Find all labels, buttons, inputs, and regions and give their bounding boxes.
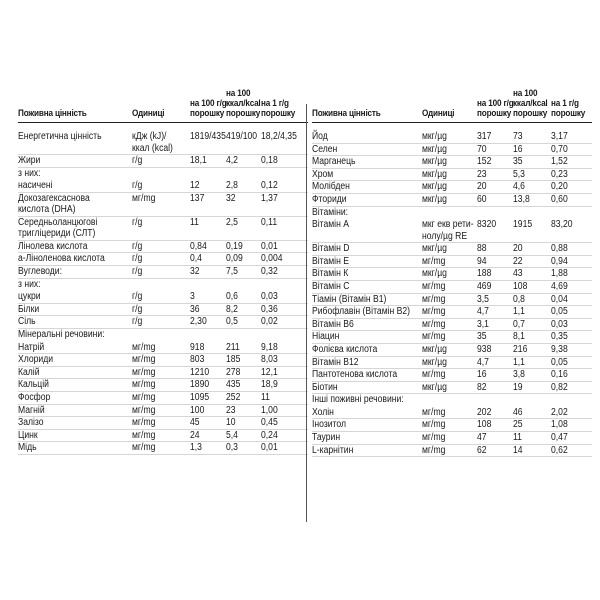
value-per-100kcal: 8,2 bbox=[226, 303, 238, 315]
nutrient-unit: мг/mg bbox=[422, 419, 446, 431]
nutrient-name: Хлориди bbox=[18, 354, 54, 366]
nutrient-name: цукри bbox=[18, 291, 41, 303]
value-per-1g: 4,69 bbox=[551, 280, 568, 292]
nutrient-name: Біотин bbox=[312, 381, 338, 393]
value-per-100kcal: 11 bbox=[513, 432, 522, 444]
value-per-1g: 0,47 bbox=[551, 432, 568, 444]
nutrient-name: Тіамін (Вітамін В1) bbox=[312, 293, 387, 305]
value-per-100g: 2,30 bbox=[190, 316, 207, 328]
value-per-100g: 35 bbox=[477, 331, 487, 343]
value-per-100kcal: 25 bbox=[513, 419, 523, 431]
nutrient-unit: мкг/µg bbox=[422, 143, 447, 155]
value-per-1g: 0,03 bbox=[261, 291, 278, 303]
value-per-100kcal: 13,8 bbox=[513, 193, 530, 205]
nutrient-row bbox=[312, 432, 592, 445]
section-heading-row bbox=[312, 207, 592, 220]
value-per-100g: 16 bbox=[477, 369, 487, 381]
value-per-1g: 18,9 bbox=[261, 379, 278, 391]
value-per-100kcal: 1,1 bbox=[513, 306, 525, 318]
value-per-100g: 202 bbox=[477, 406, 492, 418]
nutrient-unit: мг/mg bbox=[422, 306, 446, 318]
nutrient-row bbox=[312, 219, 592, 243]
nutrient-row bbox=[18, 304, 308, 317]
nutrient-row bbox=[18, 367, 308, 380]
value-per-100kcal: 0,19 bbox=[226, 240, 243, 252]
header-per-100g: на 100 г/g порошку bbox=[477, 98, 514, 119]
nutrient-name: Магній bbox=[18, 404, 45, 416]
value-per-100kcal: 16 bbox=[513, 143, 523, 155]
nutrient-row bbox=[18, 417, 308, 430]
value-per-100kcal: 0,6 bbox=[226, 291, 238, 303]
nutrient-unit: мг/mg bbox=[422, 318, 446, 330]
value-per-1g: 0,82 bbox=[551, 381, 568, 393]
nutrient-name: Інозитол bbox=[312, 419, 347, 431]
nutrient-unit: мкг/µg bbox=[422, 156, 447, 168]
nutrient-name: Вітаміни: bbox=[312, 206, 349, 218]
value-per-1g: 9,38 bbox=[551, 343, 568, 355]
value-per-1g: 9,18 bbox=[261, 341, 278, 353]
value-per-100g: 32 bbox=[190, 265, 200, 277]
nutrient-row bbox=[18, 342, 308, 355]
value-per-1g: 0,01 bbox=[261, 442, 278, 454]
value-per-100kcal: 185 bbox=[226, 354, 241, 366]
nutrient-unit: мг/mg bbox=[422, 406, 446, 418]
section-heading-row bbox=[18, 279, 308, 292]
value-per-100g: 137 bbox=[190, 192, 205, 204]
value-per-1g: 0,60 bbox=[551, 193, 568, 205]
nutrient-unit: мг/mg bbox=[132, 379, 156, 391]
value-per-1g: 3,17 bbox=[551, 131, 568, 142]
nutrient-row bbox=[18, 291, 308, 304]
nutrient-name: Натрій bbox=[18, 341, 45, 353]
value-per-100g: 20 bbox=[477, 181, 487, 193]
header-nutrient: Поживна цінність bbox=[18, 108, 87, 119]
nutrient-row bbox=[18, 430, 308, 443]
value-per-100g: 88 bbox=[477, 243, 487, 255]
nutrient-name: з них: bbox=[18, 278, 41, 290]
value-per-1g: 18,2/4,35 bbox=[261, 131, 297, 142]
nutrient-name: Залізо bbox=[18, 417, 44, 429]
value-per-100kcal: 1,1 bbox=[513, 356, 525, 368]
value-per-100kcal: 4,2 bbox=[226, 155, 238, 166]
value-per-100g: 469 bbox=[477, 280, 492, 292]
value-per-1g: 2,02 bbox=[551, 406, 568, 418]
value-per-100g: 108 bbox=[477, 419, 492, 431]
value-per-100g: 938 bbox=[477, 343, 492, 355]
value-per-100kcal: 278 bbox=[226, 366, 241, 378]
nutrient-unit: г/g bbox=[132, 155, 143, 166]
nutrient-row bbox=[18, 316, 308, 329]
value-per-100g: 188 bbox=[477, 268, 492, 280]
value-per-100kcal: 216 bbox=[513, 343, 528, 355]
nutrient-unit: г/g bbox=[132, 180, 143, 192]
value-per-100g: 0,4 bbox=[190, 253, 202, 265]
value-per-100g: 3,1 bbox=[477, 318, 489, 330]
nutrient-name: Таурин bbox=[312, 432, 341, 444]
value-per-100kcal: 0,7 bbox=[513, 318, 525, 330]
value-per-100g: 45 bbox=[190, 417, 200, 429]
nutrient-unit: мг/mg bbox=[132, 366, 156, 378]
value-per-100kcal: 20 bbox=[513, 243, 523, 255]
value-per-1g: 0,05 bbox=[551, 306, 568, 318]
column-divider bbox=[306, 104, 307, 522]
value-per-100kcal: 32 bbox=[226, 192, 236, 204]
value-per-1g: 0,36 bbox=[261, 303, 278, 315]
value-per-100kcal: 2,8 bbox=[226, 180, 238, 192]
nutrient-row bbox=[312, 306, 592, 319]
value-per-1g: 12,1 bbox=[261, 366, 278, 378]
nutrient-unit: г/g bbox=[132, 265, 143, 277]
value-per-100kcal: 108 bbox=[513, 280, 528, 292]
value-per-1g: 0,02 bbox=[261, 316, 278, 328]
value-per-100g: 4,7 bbox=[477, 356, 489, 368]
nutrient-name: Фториди bbox=[312, 193, 347, 205]
nutrient-name: Сіль bbox=[18, 316, 36, 328]
value-per-100kcal: 8,1 bbox=[513, 331, 525, 343]
nutrient-name: Інші поживні речовини: bbox=[312, 394, 404, 406]
nutrient-row bbox=[18, 392, 308, 405]
value-per-1g: 0,45 bbox=[261, 417, 278, 429]
nutrient-unit: мкг/µg bbox=[422, 356, 447, 368]
value-per-100kcal: 3,8 bbox=[513, 369, 525, 381]
nutrient-unit: мкг/µg bbox=[422, 131, 447, 142]
nutrient-unit: г/g bbox=[132, 240, 143, 252]
nutrient-row bbox=[312, 319, 592, 332]
nutrient-row bbox=[312, 156, 592, 169]
header-per-100kcal: на 100 ккал/kcal порошку bbox=[226, 88, 261, 119]
nutrient-unit: мг/mg bbox=[132, 354, 156, 366]
nutrient-unit: мг/mg bbox=[132, 417, 156, 429]
nutrient-row bbox=[312, 344, 592, 357]
value-per-1g: 0,12 bbox=[261, 180, 278, 192]
nutrient-row bbox=[312, 268, 592, 281]
nutrient-unit: мкг екв рети- нолу/µg RE bbox=[422, 219, 474, 242]
value-per-1g: 0,05 bbox=[551, 356, 568, 368]
value-per-100kcal: 19 bbox=[513, 381, 523, 393]
nutrient-unit: мкг/µg bbox=[422, 381, 447, 393]
nutrient-row bbox=[18, 155, 308, 168]
value-per-100g: 803 bbox=[190, 354, 205, 366]
value-per-100g: 94 bbox=[477, 255, 487, 267]
header-per-100kcal: на 100 ккал/kcal порошку bbox=[513, 88, 548, 119]
value-per-100kcal: 5,4 bbox=[226, 429, 238, 441]
right-table-header bbox=[312, 82, 592, 123]
nutrient-row bbox=[312, 382, 592, 395]
value-per-100kcal: 0,5 bbox=[226, 316, 238, 328]
nutrient-unit: мкг/µg bbox=[422, 268, 447, 280]
nutrient-name: Середньоланцюгові тригліцериди (СЛТ) bbox=[18, 216, 98, 240]
value-per-100kcal: 252 bbox=[226, 391, 241, 403]
nutrient-row bbox=[312, 181, 592, 194]
value-per-100g: 70 bbox=[477, 143, 487, 155]
nutrient-row bbox=[18, 193, 308, 217]
nutrient-row bbox=[312, 169, 592, 182]
header-unit: Одиниці bbox=[132, 108, 165, 119]
value-per-100kcal: 2,5 bbox=[226, 216, 238, 228]
value-per-100kcal: 0,8 bbox=[513, 293, 525, 305]
value-per-1g: 0,88 bbox=[551, 243, 568, 255]
value-per-1g: 0,16 bbox=[551, 369, 568, 381]
nutrient-row bbox=[312, 256, 592, 269]
value-per-1g: 0,03 bbox=[551, 318, 568, 330]
nutrient-row bbox=[312, 281, 592, 294]
value-per-100g: 47 bbox=[477, 432, 487, 444]
value-per-100kcal: 23 bbox=[226, 404, 236, 416]
value-per-1g: 0,18 bbox=[261, 155, 278, 166]
nutrient-unit: мг/mg bbox=[422, 255, 446, 267]
value-per-1g: 11 bbox=[261, 391, 270, 403]
value-per-100g: 36 bbox=[190, 303, 200, 315]
header-per-1g: на 1 г/g порошку bbox=[261, 98, 296, 119]
value-per-1g: 1,00 bbox=[261, 404, 278, 416]
value-per-1g: 0,04 bbox=[551, 293, 568, 305]
value-per-100g: 918 bbox=[190, 341, 205, 353]
value-per-1g: 1,37 bbox=[261, 192, 278, 204]
nutrient-unit: г/g bbox=[132, 291, 143, 303]
value-per-100g: 1,3 bbox=[190, 442, 202, 454]
value-per-1g: 1,08 bbox=[551, 419, 568, 431]
nutrient-row bbox=[312, 407, 592, 420]
nutrient-unit: мкг/µg bbox=[422, 243, 447, 255]
nutrient-name: Вітамін С bbox=[312, 280, 350, 292]
value-per-100kcal: 35 bbox=[513, 156, 523, 168]
value-per-100g: 24 bbox=[190, 429, 200, 441]
nutrient-name: Ніацин bbox=[312, 331, 340, 343]
left-table-header bbox=[18, 82, 308, 123]
value-per-100g: 1095 bbox=[190, 391, 210, 403]
nutrient-unit: мкг/µg bbox=[422, 343, 447, 355]
nutrient-row bbox=[18, 354, 308, 367]
nutrient-unit: г/g bbox=[132, 253, 143, 265]
nutrient-row bbox=[312, 445, 592, 458]
value-per-1g: 8,03 bbox=[261, 354, 278, 366]
nutrient-unit: г/g bbox=[132, 316, 143, 328]
nutrient-unit: мг/mg bbox=[132, 192, 156, 204]
value-per-100kcal: 211 bbox=[226, 341, 240, 353]
value-per-100kcal: 22 bbox=[513, 255, 523, 267]
nutrient-name: Вітамін А bbox=[312, 219, 349, 231]
nutrient-name: Лінолева кислота bbox=[18, 240, 88, 252]
value-per-100kcal: 14 bbox=[513, 444, 523, 456]
value-per-100g: 152 bbox=[477, 156, 492, 168]
value-per-100kcal: 0,09 bbox=[226, 253, 243, 265]
section-heading-row bbox=[312, 394, 592, 407]
nutrient-name: Мідь bbox=[18, 442, 37, 454]
nutrient-name: a-Ліноленова кислота bbox=[18, 253, 105, 265]
value-per-100g: 3 bbox=[190, 291, 195, 303]
left-nutrition-table bbox=[18, 82, 308, 455]
nutrient-name: Кальцій bbox=[18, 379, 49, 391]
nutrient-name: Вітамін В6 bbox=[312, 318, 354, 330]
value-per-100g: 0,84 bbox=[190, 240, 207, 252]
nutrient-row bbox=[18, 253, 308, 266]
nutrient-unit: мг/mg bbox=[422, 369, 446, 381]
nutrient-name: Докозагексаснова кислота (DHA) bbox=[18, 192, 90, 216]
nutrient-row bbox=[312, 294, 592, 307]
value-per-100g: 60 bbox=[477, 193, 487, 205]
nutrient-name: Енергетична цінність bbox=[18, 131, 102, 142]
nutrient-name: Вітамін В12 bbox=[312, 356, 359, 368]
nutrient-name: Вітамін К bbox=[312, 268, 349, 280]
nutrient-unit: мг/mg bbox=[422, 432, 446, 444]
nutrient-row bbox=[18, 405, 308, 418]
value-per-1g: 0,32 bbox=[261, 265, 278, 277]
nutrient-unit: г/g bbox=[132, 216, 143, 228]
value-per-1g: 1,88 bbox=[551, 268, 568, 280]
value-per-1g: 0,94 bbox=[551, 255, 568, 267]
value-per-100g: 1890 bbox=[190, 379, 210, 391]
nutrient-unit: мг/mg bbox=[132, 404, 156, 416]
nutrient-unit: мг/mg bbox=[422, 331, 446, 343]
nutrient-name: Марганець bbox=[312, 156, 356, 168]
value-per-100kcal: 43 bbox=[513, 268, 523, 280]
nutrient-name: з них: bbox=[18, 167, 41, 179]
value-per-100g: 4,7 bbox=[477, 306, 489, 318]
nutrient-row bbox=[312, 243, 592, 256]
value-per-1g: 0,11 bbox=[261, 216, 278, 228]
nutrient-row bbox=[312, 357, 592, 370]
value-per-1g: 0,23 bbox=[551, 168, 568, 180]
value-per-1g: 0,004 bbox=[261, 253, 283, 265]
value-per-100g: 100 bbox=[190, 404, 205, 416]
nutrient-name: Фолієва кислота bbox=[312, 343, 378, 355]
header-per-100g: на 100 г/g порошку bbox=[190, 98, 227, 119]
nutrient-name: Селен bbox=[312, 143, 338, 155]
value-per-1g: 1,52 bbox=[551, 156, 568, 168]
value-per-100kcal: 4,6 bbox=[513, 181, 525, 193]
nutrient-name: Калій bbox=[18, 366, 40, 378]
nutrient-name: Білки bbox=[18, 303, 40, 315]
value-per-100kcal: 419/100 bbox=[226, 131, 258, 142]
nutrient-unit: мг/mg bbox=[422, 444, 446, 456]
value-per-1g: 0,20 bbox=[551, 181, 568, 193]
nutrient-name: насичені bbox=[18, 180, 53, 192]
value-per-1g: 0,62 bbox=[551, 444, 568, 456]
nutrient-unit: кДж (kJ)/ ккал (kcal) bbox=[132, 131, 173, 154]
nutrient-unit: мг/mg bbox=[132, 442, 156, 454]
nutrient-name: L-карнітин bbox=[312, 444, 354, 456]
nutrient-row bbox=[18, 442, 308, 455]
right-table-body bbox=[312, 123, 592, 457]
nutrient-unit: мг/mg bbox=[132, 429, 156, 441]
nutrient-unit: мг/mg bbox=[132, 341, 156, 353]
header-per-1g: на 1 г/g порошку bbox=[551, 98, 586, 119]
value-per-1g: 0,35 bbox=[551, 331, 568, 343]
nutrient-name: Рибофлавін (Вітамін В2) bbox=[312, 306, 411, 318]
nutrient-row bbox=[18, 217, 308, 241]
nutrient-row bbox=[18, 266, 308, 279]
nutrient-name: Холін bbox=[312, 406, 334, 418]
value-per-100kcal: 46 bbox=[513, 406, 523, 418]
nutrient-unit: мкг/µg bbox=[422, 193, 447, 205]
nutrient-unit: мг/mg bbox=[132, 391, 156, 403]
nutrient-row bbox=[18, 379, 308, 392]
nutrient-row bbox=[312, 369, 592, 382]
section-heading-row bbox=[18, 168, 308, 181]
value-per-100kcal: 5,3 bbox=[513, 168, 525, 180]
value-per-1g: 83,20 bbox=[551, 219, 573, 231]
nutrient-row bbox=[18, 131, 308, 155]
value-per-100g: 8320 bbox=[477, 219, 497, 231]
nutrient-name: Мінеральні речовини: bbox=[18, 328, 105, 340]
nutrient-name: Цинк bbox=[18, 429, 38, 441]
value-per-100g: 317 bbox=[477, 131, 492, 142]
value-per-100g: 23 bbox=[477, 168, 487, 180]
left-table-body bbox=[18, 123, 308, 455]
value-per-100g: 12 bbox=[190, 180, 200, 192]
value-per-1g: 0,24 bbox=[261, 429, 278, 441]
value-per-100kcal: 435 bbox=[226, 379, 241, 391]
value-per-100g: 1210 bbox=[190, 366, 210, 378]
nutrient-row bbox=[18, 180, 308, 193]
header-unit: Одиниці bbox=[422, 108, 455, 119]
nutrient-unit: мг/mg bbox=[422, 293, 446, 305]
nutrient-name: Пантотенова кислота bbox=[312, 369, 398, 381]
nutrient-name: Йод bbox=[312, 131, 328, 142]
nutrient-row bbox=[312, 144, 592, 157]
value-per-100g: 1819/435 bbox=[190, 131, 226, 142]
nutrient-name: Вітамін Е bbox=[312, 255, 349, 267]
nutrient-unit: мг/mg bbox=[422, 280, 446, 292]
value-per-100g: 18,1 bbox=[190, 155, 207, 166]
value-per-100g: 62 bbox=[477, 444, 487, 456]
nutrient-row bbox=[18, 241, 308, 254]
nutrient-unit: мкг/µg bbox=[422, 181, 447, 193]
value-per-100g: 82 bbox=[477, 381, 487, 393]
nutrient-row bbox=[312, 331, 592, 344]
section-heading-row bbox=[18, 329, 308, 342]
header-nutrient: Поживна цінність bbox=[312, 108, 381, 119]
nutrient-name: Жири bbox=[18, 155, 41, 166]
value-per-100kcal: 73 bbox=[513, 131, 523, 142]
value-per-100kcal: 1915 bbox=[513, 219, 533, 231]
nutrient-name: Вуглеводи: bbox=[18, 265, 62, 277]
value-per-100kcal: 0,3 bbox=[226, 442, 238, 454]
nutrient-name: Вітамін D bbox=[312, 243, 350, 255]
right-nutrition-table bbox=[312, 82, 592, 457]
nutrient-unit: г/g bbox=[132, 303, 143, 315]
value-per-100kcal: 7,5 bbox=[226, 265, 238, 277]
nutrient-name: Молібден bbox=[312, 181, 350, 193]
value-per-100kcal: 10 bbox=[226, 417, 236, 429]
nutrient-name: Хром bbox=[312, 168, 334, 180]
nutrient-name: Фосфор bbox=[18, 391, 51, 403]
nutrient-row bbox=[312, 194, 592, 207]
value-per-1g: 0,70 bbox=[551, 143, 568, 155]
nutrient-row bbox=[312, 131, 592, 144]
nutrient-row bbox=[312, 419, 592, 432]
nutrient-unit: мкг/µg bbox=[422, 168, 447, 180]
value-per-100g: 3,5 bbox=[477, 293, 489, 305]
value-per-100g: 11 bbox=[190, 216, 199, 228]
value-per-1g: 0,01 bbox=[261, 240, 278, 252]
